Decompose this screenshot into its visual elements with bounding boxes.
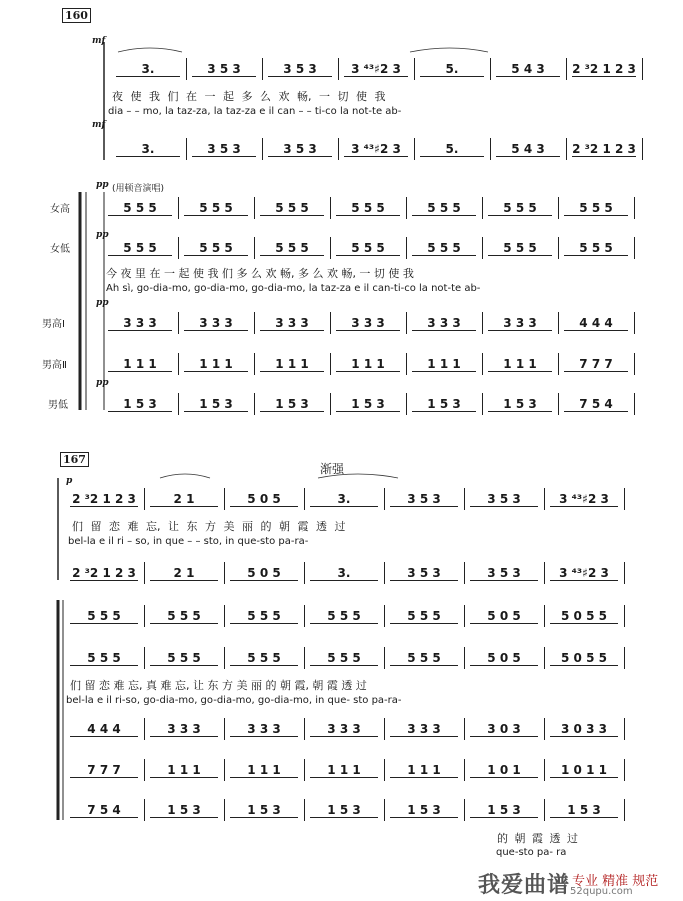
measure-notes: 3 ⁴³♯2 3: [344, 62, 408, 77]
dynamic-mark: p: [66, 476, 73, 486]
measure-notes: 7 5 4: [564, 397, 628, 412]
measure-notes: 1 5 3: [230, 803, 298, 818]
barline: [384, 647, 385, 669]
crescendo-mark: 渐强: [320, 462, 345, 476]
measure-notes: 5 5 5: [184, 241, 248, 256]
barline: [330, 353, 331, 375]
dynamic-mark: pp: [96, 180, 109, 190]
measure-notes: 5 5 5: [564, 201, 628, 216]
measure-notes: 5 5 5: [184, 201, 248, 216]
measure-notes: 1 0 1 1: [550, 763, 618, 778]
measure-notes: 5 5 5: [230, 609, 298, 624]
barline: [384, 759, 385, 781]
barline: [224, 799, 225, 821]
solo1-lyric-cn: 夜 使 我 们 在 一 起 多 么 欢 畅, 一 切 使 我: [112, 90, 386, 103]
barline: [558, 312, 559, 334]
measure-notes: 3 3 3: [260, 316, 324, 331]
measure-notes: 1 1 1: [336, 357, 400, 372]
barline: [144, 562, 145, 584]
measure-notes: 1 5 3: [150, 803, 218, 818]
measure-notes: 5 5 5: [230, 651, 298, 666]
barline: [384, 605, 385, 627]
watermark-site: 52qupu.com: [570, 886, 633, 897]
part-name-bass: 男低: [48, 400, 68, 411]
barline: [464, 759, 465, 781]
barline: [490, 138, 491, 160]
measure-notes: 3 0 3 3: [550, 722, 618, 737]
measure-number: 167: [60, 452, 89, 467]
measure-notes: 3 3 3: [488, 316, 552, 331]
measure-notes: 3 3 3: [412, 316, 476, 331]
barline: [338, 58, 339, 80]
measure-notes: 5 5 5: [488, 241, 552, 256]
barline: [558, 393, 559, 415]
barline: [254, 353, 255, 375]
measure-notes: 5 5 5: [108, 201, 172, 216]
measure-notes: 3 ⁴³♯2 3: [550, 566, 618, 581]
barline: [634, 197, 635, 219]
measure-notes: 1 5 3: [550, 803, 618, 818]
barline: [566, 58, 567, 80]
barline: [544, 647, 545, 669]
barline: [144, 488, 145, 510]
barline: [262, 138, 263, 160]
barline: [566, 138, 567, 160]
measure-notes: 3 3 3: [336, 316, 400, 331]
measure-notes: 7 7 7: [564, 357, 628, 372]
dynamic-mark: mf: [92, 36, 106, 46]
barline: [544, 488, 545, 510]
barline: [144, 799, 145, 821]
measure-notes: 2 ³2 1 2 3: [70, 492, 138, 507]
barline: [330, 237, 331, 259]
measure-notes: 5.: [420, 62, 484, 77]
barline: [414, 58, 415, 80]
barline: [384, 562, 385, 584]
measure-notes: 7 7 7: [70, 763, 138, 778]
barline: [330, 312, 331, 334]
measure-notes: 2 ³2 1 2 3: [572, 62, 636, 76]
measure-notes: 5 0 5 5: [550, 609, 618, 624]
measure-notes: 4 4 4: [70, 722, 138, 737]
barline: [254, 312, 255, 334]
barline: [624, 759, 625, 781]
measure-notes: 5 5 5: [310, 609, 378, 624]
dynamic-mark: pp: [96, 298, 109, 308]
barline: [178, 197, 179, 219]
barline: [482, 197, 483, 219]
barline: [178, 237, 179, 259]
measure-notes: 3 3 3: [390, 722, 458, 737]
measure-notes: 5 5 5: [412, 241, 476, 256]
barline: [544, 718, 545, 740]
measure-notes: 1 5 3: [390, 803, 458, 818]
dynamic-mark: pp: [96, 378, 109, 388]
barline: [634, 353, 635, 375]
barline: [384, 799, 385, 821]
barline: [144, 647, 145, 669]
measure-notes: 5 5 5: [336, 241, 400, 256]
measure-notes: 5 5 5: [412, 201, 476, 216]
barline: [482, 393, 483, 415]
solo1-lyric-cn: 们 留 恋 难 忘, 让 东 方 美 丽 的 朝 霞 透 过: [72, 520, 346, 533]
barline: [624, 488, 625, 510]
barline: [224, 718, 225, 740]
measure-notes: 3.: [310, 566, 378, 581]
barline: [224, 759, 225, 781]
barline: [262, 58, 263, 80]
solo1-lyric-lat: bel-la e il ri – so, in que – – sto, in que-sto pa-ra-: [68, 536, 309, 547]
measure-notes: 1 5 3: [412, 397, 476, 412]
measure-notes: 3.: [310, 492, 378, 507]
measure-notes: 3 5 3: [470, 492, 538, 507]
measure-notes: 3 5 3: [192, 142, 256, 157]
barline: [414, 138, 415, 160]
barline: [330, 393, 331, 415]
dynamic-mark: mf: [92, 120, 106, 130]
barline: [624, 605, 625, 627]
measure-notes: 1 1 1: [184, 357, 248, 372]
barline: [464, 605, 465, 627]
performance-note: (用顿音演唱): [112, 184, 165, 194]
barline: [464, 799, 465, 821]
barline: [384, 488, 385, 510]
measure-notes: 5 0 5: [470, 609, 538, 624]
measure-notes: 5 5 5: [150, 651, 218, 666]
barline: [186, 58, 187, 80]
barline: [304, 718, 305, 740]
measure-notes: 5 0 5: [230, 566, 298, 581]
measure-notes: 5.: [420, 142, 484, 157]
barline: [464, 562, 465, 584]
measure-notes: 4 4 4: [564, 316, 628, 331]
barline: [558, 237, 559, 259]
measure-notes: 1 0 1: [470, 763, 538, 778]
barline: [338, 138, 339, 160]
measure-notes: 5 5 5: [70, 651, 138, 666]
measure-notes: 5 5 5: [108, 241, 172, 256]
measure-notes: 5 5 5: [390, 609, 458, 624]
barline: [490, 58, 491, 80]
measure-notes: 5 5 5: [310, 651, 378, 666]
barline: [330, 197, 331, 219]
measure-notes: 1 1 1: [108, 357, 172, 372]
barline: [464, 488, 465, 510]
barline: [642, 58, 643, 80]
measure-notes: 3 3 3: [310, 722, 378, 737]
barline: [482, 237, 483, 259]
barline: [304, 605, 305, 627]
measure-notes: 1 5 3: [184, 397, 248, 412]
measure-notes: 3 3 3: [150, 722, 218, 737]
measure-notes: 3 3 3: [184, 316, 248, 331]
choir-lyric-cn: 们 留 恋 难 忘, 真 难 忘, 让 东 方 美 丽 的 朝 霞, 朝 霞 透 过: [70, 679, 367, 692]
barline: [634, 312, 635, 334]
part-name-tenor2: 男高Ⅱ: [42, 360, 67, 371]
measure-notes: 3 ⁴³♯2 3: [344, 142, 408, 157]
barline: [544, 799, 545, 821]
measure-notes: 1 1 1: [150, 763, 218, 778]
measure-notes: 3 3 3: [108, 316, 172, 331]
measure-notes: 2 1: [150, 566, 218, 581]
measure-notes: 5 4 3: [496, 62, 560, 77]
dynamic-mark: pp: [96, 230, 109, 240]
barline: [624, 647, 625, 669]
part-name-soprano: 女高: [50, 204, 70, 215]
barline: [482, 312, 483, 334]
barline: [544, 605, 545, 627]
barline: [254, 237, 255, 259]
measure-notes: 5 0 5 5: [550, 651, 618, 666]
measure-notes: 5 5 5: [150, 609, 218, 624]
barline: [304, 488, 305, 510]
measure-notes: 3.: [116, 142, 180, 157]
measure-notes: 5 4 3: [496, 142, 560, 157]
barline: [624, 718, 625, 740]
measure-notes: 1 1 1: [230, 763, 298, 778]
measure-notes: 3 5 3: [390, 566, 458, 581]
barline: [254, 197, 255, 219]
barline: [254, 393, 255, 415]
watermark-slogan: 专业 精准 规范: [572, 874, 659, 889]
measure-notes: 1 1 1: [488, 357, 552, 372]
measure-notes: 1 1 1: [310, 763, 378, 778]
measure-notes: 3.: [116, 62, 180, 77]
barline: [224, 605, 225, 627]
measure-notes: 1 1 1: [260, 357, 324, 372]
choir-lyric-cn: 今 夜 里 在 一 起 使 我 们 多 么 欢 畅, 多 么 欢 畅, 一 切 使 我: [106, 267, 414, 280]
barline: [384, 718, 385, 740]
measure-notes: 5 0 5: [470, 651, 538, 666]
barline: [544, 759, 545, 781]
barline: [224, 488, 225, 510]
choir-lyric-lat: bel-la e il ri-so, go-dia-mo, go-dia-mo, go-dia-mo, in que- sto pa-ra-: [66, 695, 402, 706]
barline: [304, 759, 305, 781]
barline: [482, 353, 483, 375]
bass-lyric-cn: 的 朝 霞 透 过: [497, 832, 578, 845]
measure-notes: 1 5 3: [488, 397, 552, 412]
barline: [224, 647, 225, 669]
measure-notes: 3 5 3: [268, 142, 332, 157]
measure-notes: 3 5 3: [192, 62, 256, 77]
measure-notes: 2 ³2 1 2 3: [572, 142, 636, 156]
barline: [406, 393, 407, 415]
measure-notes: 1 5 3: [470, 803, 538, 818]
barline: [178, 353, 179, 375]
measure-notes: 1 5 3: [260, 397, 324, 412]
measure-notes: 5 5 5: [336, 201, 400, 216]
measure-notes: 1 1 1: [390, 763, 458, 778]
measure-notes: 2 ³2 1 2 3: [70, 566, 138, 581]
barline: [186, 138, 187, 160]
measure-notes: 5 5 5: [260, 201, 324, 216]
barline: [144, 718, 145, 740]
watermark-logo: 我爱曲谱: [478, 873, 571, 898]
measure-notes: 5 5 5: [390, 651, 458, 666]
measure-notes: 1 5 3: [336, 397, 400, 412]
measure-number: 160: [62, 8, 91, 23]
barline: [178, 312, 179, 334]
solo1-lyric-lat: dia – – mo, la taz-za, la taz-za e il can – – ti-co la not-te ab-: [108, 106, 402, 117]
measure-notes: 7 5 4: [70, 803, 138, 818]
measure-notes: 2 1: [150, 492, 218, 507]
barline: [558, 197, 559, 219]
barline: [178, 393, 179, 415]
barline: [544, 562, 545, 584]
measure-notes: 1 5 3: [310, 803, 378, 818]
measure-notes: 3 5 3: [268, 62, 332, 77]
barline: [634, 237, 635, 259]
measure-notes: 3 5 3: [390, 492, 458, 507]
part-name-alto: 女低: [50, 244, 70, 255]
barline: [304, 799, 305, 821]
barline: [406, 353, 407, 375]
barline: [464, 718, 465, 740]
barline: [642, 138, 643, 160]
measure-notes: 5 5 5: [70, 609, 138, 624]
measure-notes: 1 5 3: [108, 397, 172, 412]
measure-notes: 5 5 5: [564, 241, 628, 256]
barline: [406, 312, 407, 334]
barline: [624, 799, 625, 821]
barline: [464, 647, 465, 669]
barline: [406, 237, 407, 259]
barline: [406, 197, 407, 219]
measure-notes: 5 0 5: [230, 492, 298, 507]
part-name-tenor1: 男高Ⅰ: [42, 319, 65, 330]
barline: [304, 647, 305, 669]
barline: [304, 562, 305, 584]
measure-notes: 3 3 3: [230, 722, 298, 737]
measure-notes: 5 5 5: [488, 201, 552, 216]
measure-notes: 3 0 3: [470, 722, 538, 737]
barline: [144, 605, 145, 627]
measure-notes: 3 ⁴³♯2 3: [550, 492, 618, 507]
bass-lyric-lat: que-sto pa- ra: [496, 847, 567, 858]
barline: [224, 562, 225, 584]
measure-notes: 3 5 3: [470, 566, 538, 581]
barline: [624, 562, 625, 584]
barline: [558, 353, 559, 375]
measure-notes: 5 5 5: [260, 241, 324, 256]
barline: [144, 759, 145, 781]
choir-lyric-lat: Ah sì, go-dia-mo, go-dia-mo, go-dia-mo, la taz-za e il can-ti-co la not-te ab-: [106, 283, 481, 294]
barline: [634, 393, 635, 415]
measure-notes: 1 1 1: [412, 357, 476, 372]
